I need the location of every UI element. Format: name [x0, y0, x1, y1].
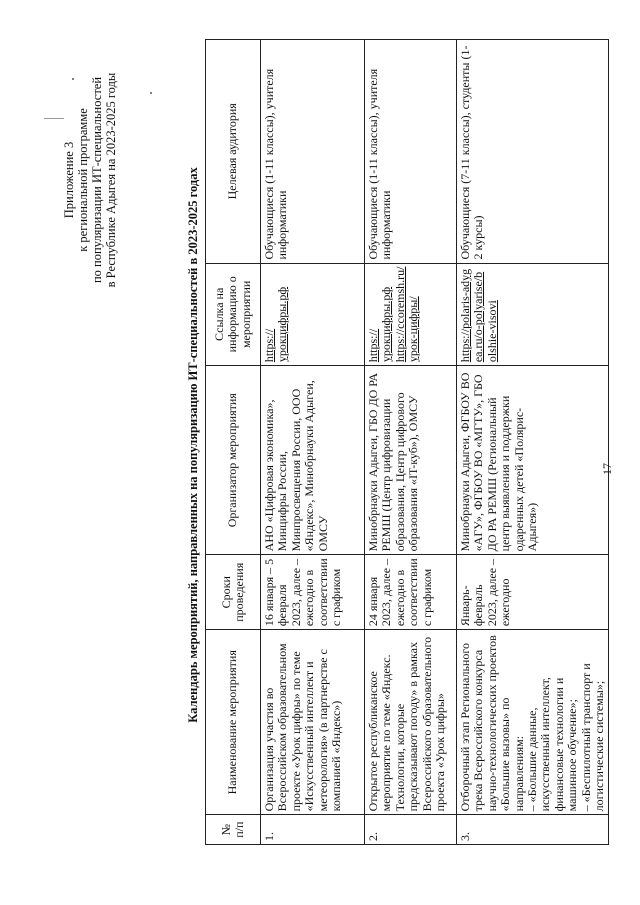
event-link-cell: [261, 263, 365, 366]
table-header-row: [206, 40, 261, 845]
appendix-line: Приложение 3: [62, 141, 76, 219]
event-audience: Обучающиеся (7-11 классы), студенты (1-2 курсы): [457, 40, 609, 264]
event-dates: Январь-февраль 2023, далее – ежегодно: [457, 555, 609, 630]
col-header-audience: Целевая аудитория: [206, 40, 261, 264]
table-title: Календарь мероприятий, направленных на популяризацию ИТ-специальностей в 2023-2025 годах: [186, 167, 200, 723]
page-number: 17: [600, 463, 614, 475]
event-dates: 16 января – 5 февраля 2023, далее – ежегодно в соответствии с графиком: [261, 555, 365, 630]
appendix-line: по популяризации ИТ-специальностей: [90, 76, 104, 284]
event-audience: Обучающиеся (1-11 классы), учителя информатики: [365, 40, 457, 264]
event-organizer: Минобрнауки Адыгеи, ФГБОУ ВО «АГУ», ФГБОУ ВО «МГТУ», ГБО ДО РА РЕМШ (Региональный центр выявления и поддержки одаренных детей «Полярис-Адыгея»): [457, 366, 609, 555]
appendix-line: к региональной программе: [76, 108, 90, 252]
event-name: Открытое республиканское мероприятие по теме «Яндекс. Технологии, которые предсказывают погоду» в рамках Всероссийского образовательного проекта «Урок цифры»: [365, 630, 457, 815]
scan-speck: [72, 78, 74, 80]
col-header-dates: Сроки проведения: [206, 555, 261, 630]
event-dates: 24 января 2023, далее – ежегодно в соответствии с графиком: [365, 555, 457, 630]
event-organizer: АНО «Цифровая экономика», Минцифры России, Минпросвещения России, ООО «Яндекс», Минобрнауки Адыгеи, ОМСУ: [261, 366, 365, 555]
row-num: 1.: [261, 815, 365, 845]
event-audience: Обучающиеся (1-11 классы), учителя информатики: [261, 40, 365, 264]
scan-mark: [44, 118, 64, 119]
table-row: [365, 40, 457, 845]
event-name: Отборочный этап Регионального трека Всероссийского конкурса научно-технологических проектов «Большие вызовы» по направлениям: – «Большие данные, искусственный интеллект, финансовые технологии и машинное обучение»; – «Беспилотный транспорт и логистические системы»;: [457, 630, 609, 815]
col-header-link: Ссылка на информацию о мероприятии: [206, 263, 261, 366]
row-num: 3.: [457, 815, 609, 845]
col-header-organizer: Организатор мероприятия: [206, 366, 261, 555]
events-table: [205, 39, 609, 845]
table-row: [457, 40, 609, 845]
appendix-header: [62, 60, 118, 300]
event-organizer: Минобрнауки Адыгеи, ГБО ДО РА РЕМШ (Центр цифровизации образования, Центр цифрового образования «IT-куб»), ОМСУ: [365, 366, 457, 555]
scan-speck: [150, 92, 152, 94]
col-header-name: Наименование мероприятия: [206, 630, 261, 815]
row-num: 2.: [365, 815, 457, 845]
event-link[interactable]: https://polaris-adygea.ru/o-polyarise/bolshie-visovi: [458, 268, 499, 363]
appendix-line: в Республике Адыгея на 2023-2025 годы: [104, 72, 118, 288]
table-row: [261, 40, 365, 845]
event-link-cell: [457, 263, 609, 366]
event-link[interactable]: https://урокцифры.рф: [262, 286, 290, 363]
event-link[interactable]: https://урокцифры.рф: [366, 286, 394, 363]
event-link-cell: [365, 263, 457, 366]
col-header-num: № п/п: [206, 815, 261, 845]
event-link[interactable]: https://ccoremsh.ru/урок-цифры/: [392, 266, 421, 363]
event-name: Организация участия во Всероссийском образовательном проекте «Урок цифры» по теме «Искусственный интеллект и метеорология» (в партнерстве с компанией «Яндекс»): [261, 630, 365, 815]
